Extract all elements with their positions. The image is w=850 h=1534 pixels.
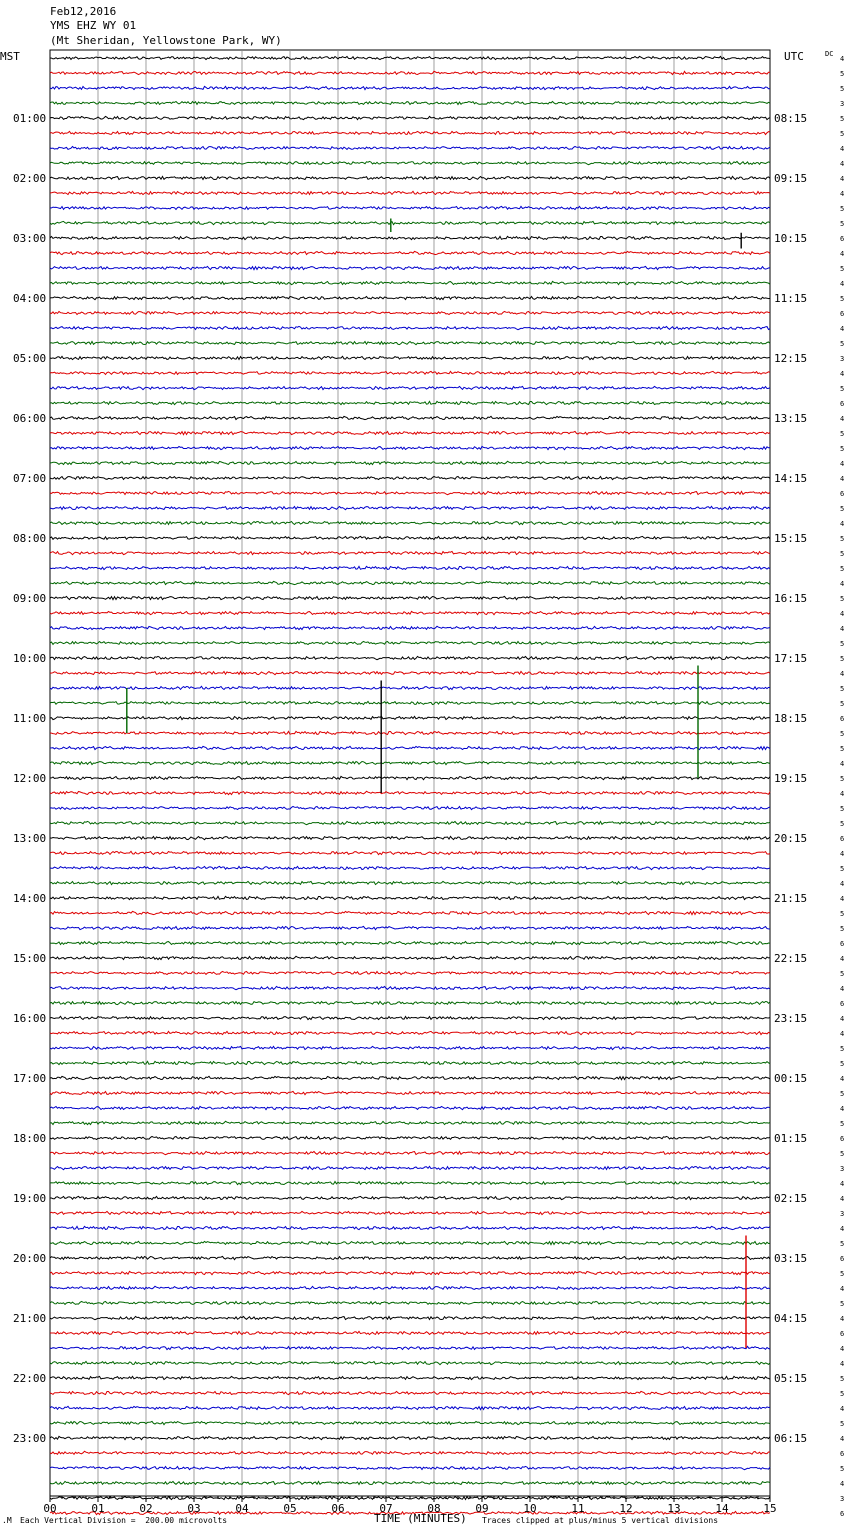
- trace-row: [50, 86, 770, 89]
- utc-hour-label: 19:15: [774, 772, 808, 785]
- dc-offset-value: 5: [840, 745, 845, 753]
- x-tick-label: 05: [283, 1502, 297, 1515]
- trace-row: [50, 956, 770, 959]
- dc-offset-value: 4: [840, 250, 845, 258]
- trace-row: [50, 161, 770, 164]
- trace-row: [50, 116, 770, 119]
- trace-row: [50, 1121, 770, 1124]
- trace-row: [50, 266, 770, 269]
- station-location: (Mt Sheridan, Yellowstone Park, WY): [50, 34, 282, 47]
- trace-row: [50, 1481, 770, 1484]
- x-tick-label: 10: [523, 1502, 537, 1515]
- utc-hour-label: 08:15: [774, 112, 808, 125]
- trace-row: [50, 1106, 770, 1109]
- trace-row: [50, 1466, 770, 1469]
- mst-hour-label: 03:00: [13, 232, 47, 245]
- utc-hour-label: 10:15: [774, 232, 808, 245]
- trace-row: [50, 1316, 770, 1319]
- x-tick-label: 15: [763, 1502, 777, 1515]
- trace-row: [50, 1076, 770, 1079]
- dc-offset-value: 4: [840, 985, 845, 993]
- scale-note: Each Vertical Division = 200.00 microvolts: [20, 1516, 228, 1525]
- dc-offset-value: 6: [840, 1000, 845, 1008]
- trace-row: [50, 521, 770, 524]
- mst-hour-label: 11:00: [13, 712, 47, 725]
- dc-offset-value: 5: [840, 565, 845, 573]
- trace-row: [50, 147, 770, 150]
- trace-row: [50, 191, 770, 194]
- dc-offset-value: 6: [840, 310, 845, 318]
- trace-row: [50, 566, 770, 569]
- dc-offset-value: 4: [840, 145, 845, 153]
- x-tick-label: 09: [475, 1502, 489, 1515]
- dc-label: DC: [825, 50, 834, 58]
- trace-row: [50, 536, 770, 539]
- trace-row: [50, 1376, 770, 1379]
- trace-row: [50, 656, 770, 659]
- trace-row: [50, 491, 770, 494]
- dc-offset-value: 4: [840, 1075, 845, 1083]
- trace-row: [50, 431, 770, 434]
- x-tick-label: 14: [715, 1502, 729, 1515]
- dc-offset-value: 5: [840, 775, 845, 783]
- trace-row: [50, 102, 770, 105]
- utc-hour-label: 21:15: [774, 892, 808, 905]
- dc-offset-value: 5: [840, 265, 845, 273]
- mst-hour-label: 09:00: [13, 592, 47, 605]
- x-tick-label: 01: [91, 1502, 105, 1515]
- trace-row: [50, 626, 770, 629]
- x-tick-label: 00: [43, 1502, 57, 1515]
- trace-row: [50, 596, 770, 599]
- trace-row: [50, 461, 770, 464]
- mst-hour-label: 13:00: [13, 832, 47, 845]
- trace-row: [50, 296, 770, 299]
- dc-offset-value: 4: [840, 1480, 845, 1488]
- mst-hour-label: 04:00: [13, 292, 47, 305]
- trace-row: [50, 176, 770, 179]
- trace-row: [50, 1001, 770, 1004]
- dc-offset-value: 5: [840, 220, 845, 228]
- trace-row: [50, 56, 770, 59]
- dc-offset-value: 5: [840, 925, 845, 933]
- mst-hour-label: 14:00: [13, 892, 47, 905]
- utc-hour-label: 20:15: [774, 832, 808, 845]
- timezone-left: MST: [0, 50, 20, 63]
- utc-hour-label: 14:15: [774, 472, 808, 485]
- utc-hour-label: 09:15: [774, 172, 808, 185]
- trace-row: [50, 701, 770, 704]
- trace-row: [50, 986, 770, 989]
- trace-row: [50, 1211, 770, 1214]
- utc-hour-label: 06:15: [774, 1432, 808, 1445]
- dc-offset-value: 5: [840, 730, 845, 738]
- dc-offset-value: 5: [840, 700, 845, 708]
- x-tick-label: 07: [379, 1502, 393, 1515]
- trace-row: [50, 386, 770, 389]
- dc-offset-value: 5: [840, 430, 845, 438]
- x-tick-label: 06: [331, 1502, 345, 1515]
- dc-offset-value: 5: [840, 1465, 845, 1473]
- dc-offset-value: 4: [840, 670, 845, 678]
- trace-row: [50, 401, 770, 404]
- dc-offset-value: 4: [840, 1435, 845, 1443]
- dc-offset-value: 4: [840, 850, 845, 858]
- dc-offset-value: 5: [840, 1060, 845, 1068]
- mst-hour-label: 19:00: [13, 1192, 47, 1205]
- trace-row: [50, 1031, 770, 1034]
- utc-hour-label: 05:15: [774, 1372, 808, 1385]
- dc-offset-value: 6: [840, 835, 845, 843]
- trace-row: [50, 477, 770, 480]
- dc-offset-value: 5: [840, 1300, 845, 1308]
- utc-hour-label: 23:15: [774, 1012, 808, 1025]
- dc-offset-value: 4: [840, 955, 845, 963]
- dc-offset-value: 4: [840, 190, 845, 198]
- trace-row: [50, 71, 770, 74]
- dc-offset-value: 4: [840, 475, 845, 483]
- trace-row: [50, 1406, 770, 1409]
- dc-offset-value: 4: [840, 55, 845, 63]
- dc-offset-value: 5: [840, 1390, 845, 1398]
- trace-row: [50, 341, 770, 344]
- dc-offset-value: 5: [840, 1270, 845, 1278]
- trace-row: [50, 1421, 770, 1424]
- dc-offset-value: 4: [840, 1315, 845, 1323]
- trace-row: [50, 1346, 770, 1349]
- trace-row: [50, 236, 770, 239]
- dc-offset-labels: [840, 55, 844, 1518]
- trace-row: [50, 506, 770, 509]
- dc-offset-value: 5: [840, 385, 845, 393]
- mst-hour-label: 15:00: [13, 952, 47, 965]
- utc-hour-label: 12:15: [774, 352, 808, 365]
- trace-row: [50, 551, 770, 554]
- dc-offset-value: 4: [840, 1360, 845, 1368]
- dc-offset-value: 4: [840, 760, 845, 768]
- x-axis-title: TIME (MINUTES): [374, 1512, 467, 1525]
- dc-offset-value: 3: [840, 1210, 845, 1218]
- trace-row: [50, 836, 770, 839]
- trace-row: [50, 1331, 770, 1334]
- mst-hour-label: 08:00: [13, 532, 47, 545]
- station-id: YMS EHZ WY 01: [50, 19, 137, 32]
- trace-row: [50, 971, 770, 974]
- trace-row: [50, 1451, 770, 1454]
- dc-offset-value: 4: [840, 160, 845, 168]
- x-tick-label: 12: [619, 1502, 633, 1515]
- utc-hour-label: 13:15: [774, 412, 808, 425]
- dc-offset-value: 4: [840, 1195, 845, 1203]
- dc-offset-value: 5: [840, 550, 845, 558]
- mst-hour-label: 02:00: [13, 172, 47, 185]
- trace-row: [50, 1286, 770, 1289]
- dc-offset-value: 5: [840, 1045, 845, 1053]
- dc-offset-value: 5: [840, 1240, 845, 1248]
- utc-hour-label: 17:15: [774, 652, 808, 665]
- dc-offset-value: 5: [840, 130, 845, 138]
- x-tick-label: 11: [571, 1502, 585, 1515]
- dc-offset-value: 4: [840, 460, 845, 468]
- dc-offset-value: 5: [840, 535, 845, 543]
- dc-offset-value: 5: [840, 865, 845, 873]
- trace-row: [50, 1241, 770, 1244]
- dc-offset-value: 6: [840, 1135, 845, 1143]
- utc-hour-label: 00:15: [774, 1072, 808, 1085]
- dc-offset-value: 5: [840, 1420, 845, 1428]
- mst-hour-label: 12:00: [13, 772, 47, 785]
- dc-offset-value: 6: [840, 940, 845, 948]
- x-tick-label: 04: [235, 1502, 249, 1515]
- trace-row: [50, 1046, 770, 1049]
- trace-row: [50, 281, 770, 284]
- trace-row: [50, 251, 770, 254]
- dc-offset-value: 5: [840, 910, 845, 918]
- dc-offset-value: 4: [840, 790, 845, 798]
- trace-row: [50, 326, 770, 329]
- trace-row: [50, 1091, 770, 1094]
- dc-offset-value: 5: [840, 85, 845, 93]
- utc-hour-label: 02:15: [774, 1192, 808, 1205]
- dc-offset-value: 5: [840, 1090, 845, 1098]
- dc-offset-value: 5: [840, 340, 845, 348]
- corner-mark: .M: [2, 1516, 12, 1525]
- trace-row: [50, 446, 770, 449]
- dc-offset-value: 5: [840, 505, 845, 513]
- trace-row: [50, 746, 770, 749]
- mst-hour-label: 18:00: [13, 1132, 47, 1145]
- mst-hour-label: 01:00: [13, 112, 47, 125]
- dc-offset-value: 5: [840, 970, 845, 978]
- dc-offset-value: 4: [840, 325, 845, 333]
- dc-offset-value: 5: [840, 1120, 845, 1128]
- dc-offset-value: 5: [840, 115, 845, 123]
- trace-row: [50, 1016, 770, 1019]
- trace-row: [50, 686, 770, 689]
- dc-offset-value: 6: [840, 400, 845, 408]
- trace-row: [50, 1391, 770, 1394]
- dc-offset-value: 5: [840, 805, 845, 813]
- trace-row: [50, 131, 770, 134]
- mst-hour-label: 23:00: [13, 1432, 47, 1445]
- mst-hour-label: 10:00: [13, 652, 47, 665]
- trace-row: [50, 1271, 770, 1274]
- trace-row: [50, 1151, 770, 1154]
- utc-hour-label: 16:15: [774, 592, 808, 605]
- dc-offset-value: 3: [840, 1495, 845, 1503]
- mst-hour-label: 16:00: [13, 1012, 47, 1025]
- timezone-right: UTC: [784, 50, 804, 63]
- trace-row: [50, 1301, 770, 1304]
- trace-row: [50, 881, 770, 884]
- dc-offset-value: 6: [840, 1330, 845, 1338]
- trace-row: [50, 731, 770, 734]
- mst-hour-label: 05:00: [13, 352, 47, 365]
- trace-row: [50, 761, 770, 764]
- trace-row: [50, 941, 770, 944]
- utc-hour-label: 22:15: [774, 952, 808, 965]
- dc-offset-value: 6: [840, 1510, 845, 1518]
- trace-row: [50, 791, 770, 794]
- mst-hour-label: 17:00: [13, 1072, 47, 1085]
- trace-row: [50, 1061, 770, 1064]
- trace-row: [50, 312, 770, 315]
- dc-offset-value: 5: [840, 295, 845, 303]
- utc-hour-label: 11:15: [774, 292, 808, 305]
- trace-row: [50, 896, 770, 899]
- trace-row: [50, 716, 770, 719]
- mst-hour-label: 20:00: [13, 1252, 47, 1265]
- trace-group: [50, 56, 770, 1514]
- dc-offset-value: 5: [840, 685, 845, 693]
- trace-row: [50, 776, 770, 779]
- dc-offset-value: 5: [840, 205, 845, 213]
- utc-hour-label: 04:15: [774, 1312, 808, 1325]
- trace-row: [50, 206, 770, 209]
- trace-row: [50, 671, 770, 674]
- dc-offset-value: 4: [840, 1405, 845, 1413]
- x-tick-label: 13: [667, 1502, 681, 1515]
- dc-offset-value: 4: [840, 580, 845, 588]
- clip-note: Traces clipped at plus/minus 5 vertical divisions: [482, 1516, 719, 1525]
- trace-row: [50, 926, 770, 929]
- dc-offset-value: 4: [840, 625, 845, 633]
- trace-row: [50, 1166, 770, 1169]
- dc-offset-value: 4: [840, 1180, 845, 1188]
- dc-offset-value: 5: [840, 1150, 845, 1158]
- dc-offset-value: 4: [840, 520, 845, 528]
- utc-hour-label: 15:15: [774, 532, 808, 545]
- dc-offset-value: 6: [840, 1450, 845, 1458]
- trace-row: [50, 1256, 770, 1259]
- dc-offset-value: 4: [840, 880, 845, 888]
- trace-row: [50, 611, 770, 614]
- trace-row: [50, 221, 770, 224]
- utc-hour-label: 01:15: [774, 1132, 808, 1145]
- x-tick-label: 02: [139, 1502, 153, 1515]
- dc-offset-value: 3: [840, 100, 845, 108]
- dc-offset-value: 4: [840, 280, 845, 288]
- mst-hour-label: 22:00: [13, 1372, 47, 1385]
- dc-offset-value: 4: [840, 175, 845, 183]
- dc-offset-value: 4: [840, 415, 845, 423]
- dc-offset-value: 6: [840, 235, 845, 243]
- trace-row: [50, 416, 770, 419]
- trace-row: [50, 1182, 770, 1185]
- mst-hour-label: 06:00: [13, 412, 47, 425]
- plot-date: Feb12,2016: [50, 5, 117, 18]
- dc-offset-value: 5: [840, 445, 845, 453]
- trace-row: [50, 1436, 770, 1439]
- dc-offset-value: 5: [840, 640, 845, 648]
- dc-offset-value: 5: [840, 1375, 845, 1383]
- dc-offset-value: 6: [840, 490, 845, 498]
- dc-offset-value: 5: [840, 655, 845, 663]
- trace-row: [50, 911, 770, 914]
- dc-offset-value: 5: [840, 70, 845, 78]
- trace-row: [50, 807, 770, 810]
- x-tick-label: 03: [187, 1502, 201, 1515]
- trace-row: [50, 866, 770, 869]
- trace-row: [50, 1361, 770, 1364]
- utc-hour-label: 18:15: [774, 712, 808, 725]
- dc-offset-value: 4: [840, 610, 845, 618]
- mst-hour-label: 07:00: [13, 472, 47, 485]
- dc-offset-value: 4: [840, 1345, 845, 1353]
- trace-row: [50, 821, 770, 824]
- trace-row: [50, 1136, 770, 1139]
- dc-offset-value: 4: [840, 370, 845, 378]
- dc-offset-value: 4: [840, 1285, 845, 1293]
- trace-row: [50, 1226, 770, 1229]
- dc-offset-value: 6: [840, 715, 845, 723]
- dc-offset-value: 4: [840, 1225, 845, 1233]
- dc-offset-value: 4: [840, 895, 845, 903]
- trace-row: [50, 642, 770, 645]
- trace-row: [50, 581, 770, 584]
- utc-hour-label: 03:15: [774, 1252, 808, 1265]
- dc-offset-value: 4: [840, 1105, 845, 1113]
- trace-row: [50, 1196, 770, 1199]
- dc-offset-value: 3: [840, 1165, 845, 1173]
- mst-hour-label: 21:00: [13, 1312, 47, 1325]
- trace-row: [50, 356, 770, 359]
- dc-offset-value: 5: [840, 595, 845, 603]
- dc-offset-value: 5: [840, 820, 845, 828]
- trace-row: [50, 851, 770, 854]
- dc-offset-value: 4: [840, 1030, 845, 1038]
- dc-offset-value: 4: [840, 1015, 845, 1023]
- x-tick-label: 08: [427, 1502, 441, 1515]
- trace-row: [50, 371, 770, 374]
- dc-offset-value: 3: [840, 355, 845, 363]
- dc-offset-value: 6: [840, 1255, 845, 1263]
